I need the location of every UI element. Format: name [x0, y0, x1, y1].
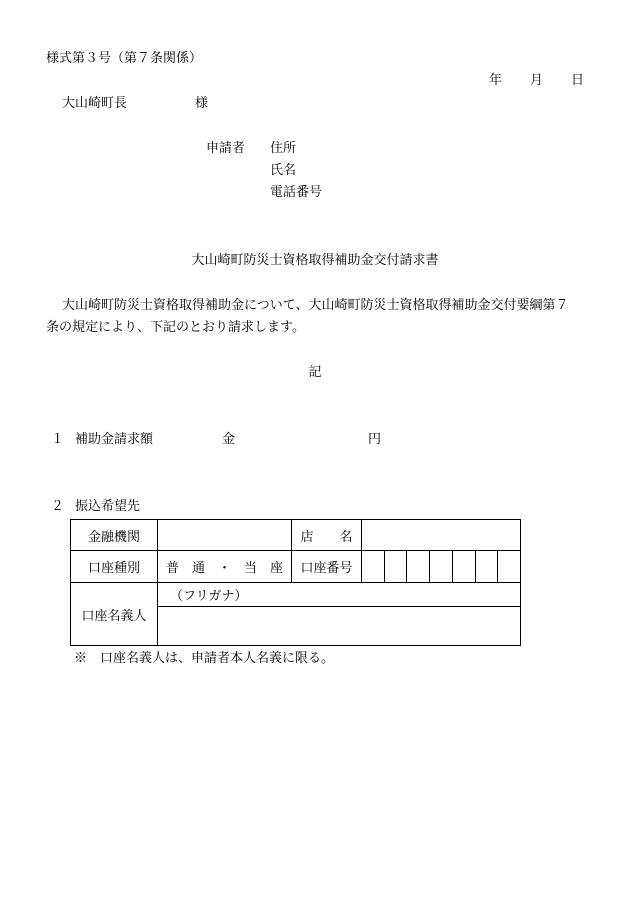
applicant-address-label: 住所: [270, 141, 297, 156]
furigana-field[interactable]: [158, 583, 521, 607]
account-type-row: [71, 551, 521, 583]
amount-unit: 円: [368, 432, 382, 447]
institution-row: [71, 520, 521, 551]
body-line-2: 条の規定により、下記のとおり請求します。: [46, 320, 305, 335]
account-type-options[interactable]: 普 通 ・ 当 座: [158, 551, 292, 583]
applicant-label: 申請者: [206, 141, 246, 156]
recipient-name: 大山崎町長: [62, 96, 128, 111]
account-type-label: 口座種別: [71, 551, 158, 583]
date-year: 年: [489, 73, 503, 88]
item-2-label: 振込希望先: [75, 499, 141, 514]
institution-label: 金融機関: [71, 520, 158, 551]
item-1-number: １: [51, 432, 65, 447]
furigana-row: [71, 583, 521, 607]
account-number-label: 口座番号: [292, 551, 362, 583]
digit-box[interactable]: [362, 551, 384, 582]
digit-box[interactable]: [406, 551, 429, 582]
holder-name-field[interactable]: [158, 607, 521, 646]
branch-field[interactable]: [362, 520, 521, 551]
digit-box[interactable]: [475, 551, 498, 582]
applicant-name-label: 氏名: [270, 163, 297, 178]
account-number-field[interactable]: [362, 551, 521, 583]
digit-box[interactable]: [497, 551, 520, 582]
branch-label: 店 名: [292, 520, 362, 551]
digit-box[interactable]: [384, 551, 407, 582]
digit-box[interactable]: [429, 551, 452, 582]
digit-box[interactable]: [452, 551, 475, 582]
item-2-number: ２: [51, 499, 65, 514]
applicant-phone-label: 電話番号: [270, 185, 323, 200]
institution-field[interactable]: [158, 520, 292, 551]
body-line-1: 大山崎町防災士資格取得補助金について、大山崎町防災士資格取得補助金交付要綱第７: [62, 298, 569, 313]
account-number-digit-boxes: [362, 551, 520, 582]
recipient-honorific: 様: [195, 96, 209, 111]
furigana-label: （フリガナ）: [170, 589, 248, 604]
ki-heading: 記: [308, 365, 322, 380]
amount-prefix: 金: [222, 432, 236, 447]
date-day: 日: [571, 73, 585, 88]
date-month: 月: [530, 73, 544, 88]
document-title: 大山崎町防災士資格取得補助金交付請求書: [191, 253, 439, 268]
holder-label: 口座名義人: [71, 583, 158, 646]
account-holder-note: ※ 口座名義人は、申請者本人名義に限る。: [74, 651, 335, 666]
form-number: 様式第３号（第７条関係）: [46, 51, 203, 66]
item-1-label: 補助金請求額: [75, 432, 154, 447]
bank-account-table: [70, 519, 521, 646]
